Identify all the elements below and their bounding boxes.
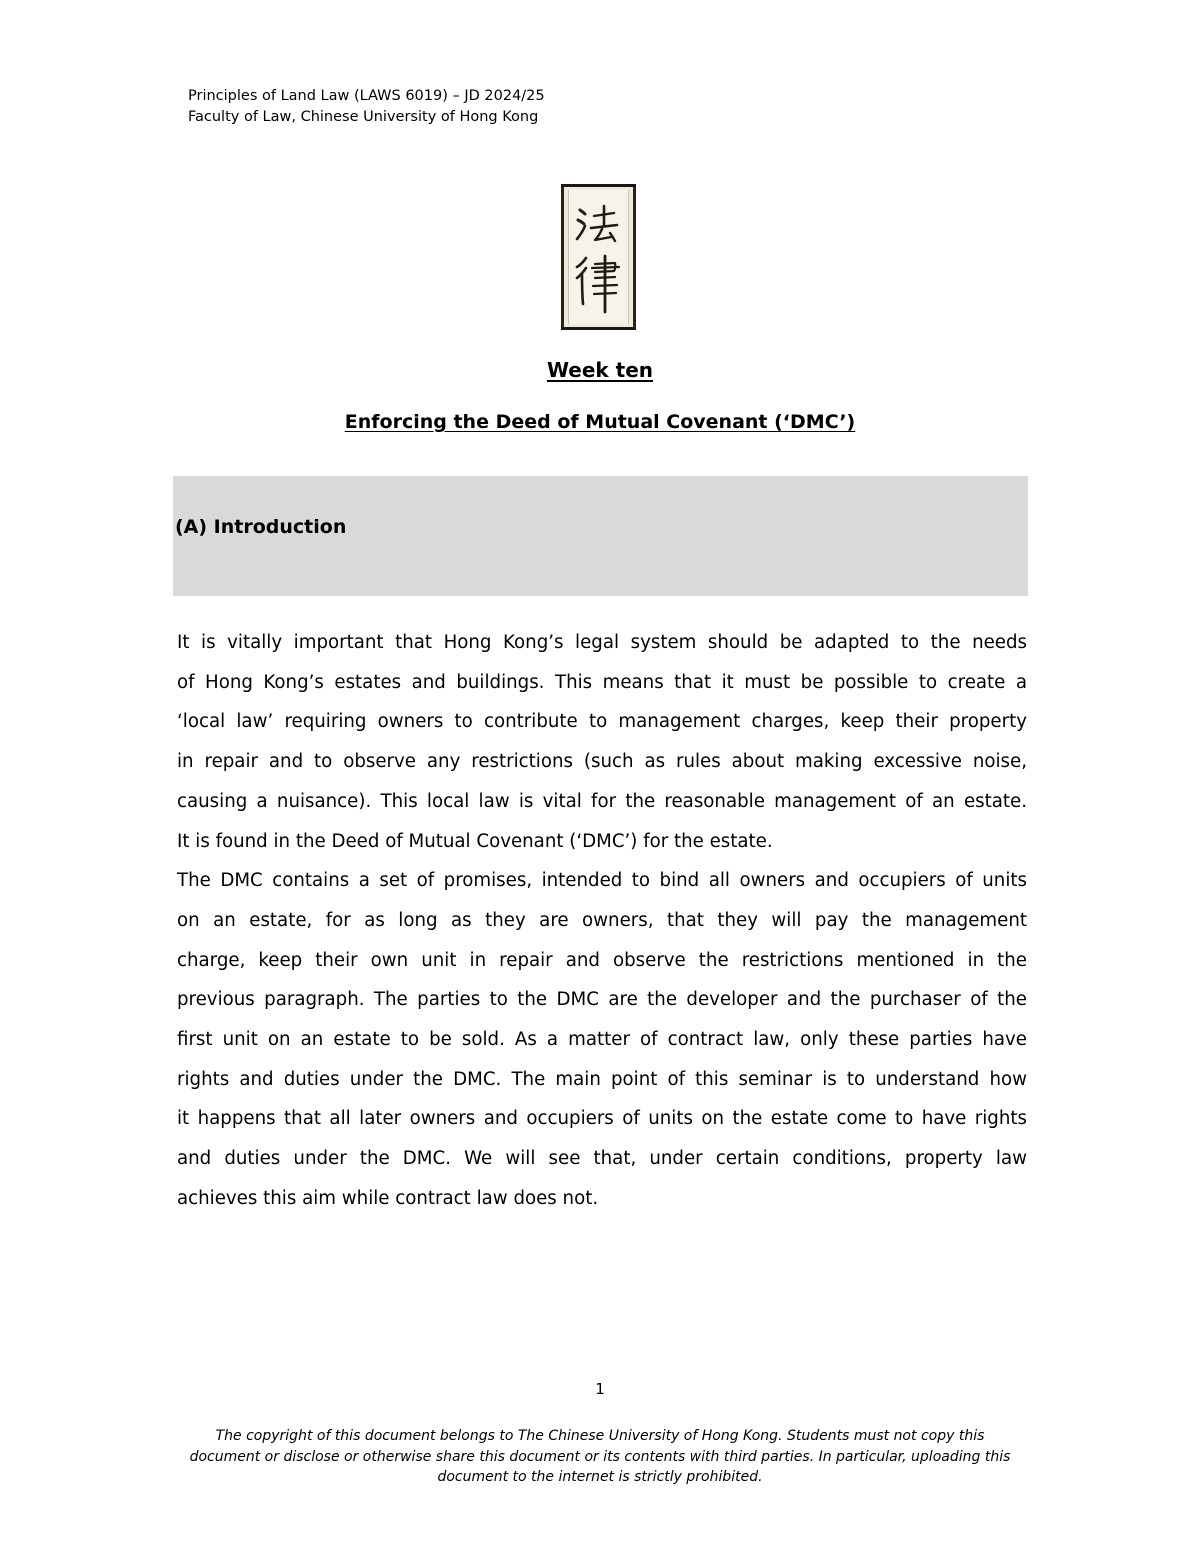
document-title: Enforcing the Deed of Mutual Covenant (‘DMC’) xyxy=(344,411,856,433)
body-line: it happens that all later owners and occupiers of units on the estate come to have rights xyxy=(177,1108,1027,1130)
body-line: in repair and to observe any restrictions (such as rules about making excessive noise, xyxy=(177,751,1027,773)
body-line: It is vitally important that Hong Kong’s legal system should be adapted to the needs xyxy=(177,632,1027,653)
body-line: first unit on an estate to be sold. As a matter of contract law, only these parties have xyxy=(177,1029,1027,1051)
faculty-line: Faculty of Law, Chinese University of Hong Kong xyxy=(188,109,539,125)
body-line: rights and duties under the DMC. The main point of this seminar is to understand how xyxy=(177,1068,1027,1090)
section-heading: (A) Introduction xyxy=(175,516,347,538)
copyright-footer xyxy=(160,1426,1040,1488)
body-line: charge, keep their own unit in repair and observe the restrictions mentioned in the xyxy=(177,949,1027,971)
body-line: The DMC contains a set of promises, intended to bind all owners and occupiers of units xyxy=(177,870,1027,892)
week-title: Week ten xyxy=(546,358,654,382)
body-line: It is found in the Deed of Mutual Covenant (‘DMC’) for the estate. xyxy=(177,830,773,852)
body-line: and duties under the DMC. We will see that, under certain conditions, property law xyxy=(177,1148,1027,1170)
section-heading-box xyxy=(173,476,1028,596)
body-line: previous paragraph. The parties to the DMC are the developer and the purchaser of the xyxy=(177,989,1027,1011)
calligraphy-characters-icon xyxy=(564,184,633,330)
body-paragraphs xyxy=(177,623,1027,1219)
footer-line: document to the internet is strictly prohibited. xyxy=(437,1469,763,1485)
footer-line: document or disclose or otherwise share this document or its contents with third parties. In particular, uploading this xyxy=(189,1448,1011,1465)
body-line: of Hong Kong’s estates and buildings. This means that it must be possible to create a xyxy=(177,671,1027,693)
calligraphy-scroll-logo xyxy=(561,184,636,330)
body-line: achieves this aim while contract law does not. xyxy=(177,1187,599,1209)
body-line: ‘local law’ requiring owners to contribute to management charges, keep their property xyxy=(177,711,1027,733)
body-line: causing a nuisance). This local law is vital for the reasonable management of an estate. xyxy=(177,790,1027,812)
body-line: on an estate, for as long as they are owners, that they will pay the management xyxy=(177,909,1027,931)
footer-line: The copyright of this document belongs to The Chinese University of Hong Kong. Students must not copy this xyxy=(215,1428,985,1444)
page-number: 1 xyxy=(595,1380,605,1398)
course-line: Principles of Land Law (LAWS 6019) – JD 2024/25 xyxy=(188,88,545,104)
running-header xyxy=(188,86,545,128)
